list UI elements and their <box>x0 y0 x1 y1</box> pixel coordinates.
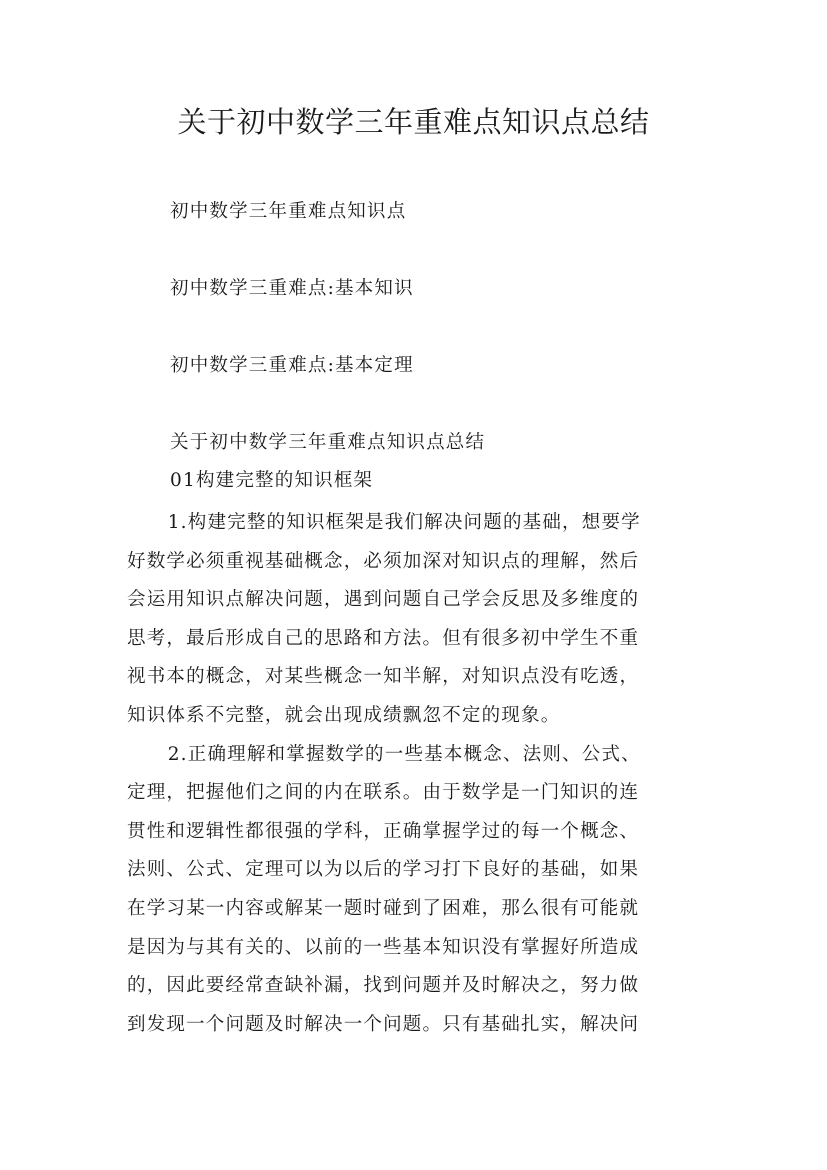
intro-line-1: 初中数学三年重难点知识点 <box>170 201 407 222</box>
paragraph-line: 到发现一个问题及时解决一个问题。只有基础扎实，解决问 <box>127 1013 640 1035</box>
paragraph-line: 思考，最后形成自己的思路和方法。但有很多初中学生不重 <box>127 627 640 649</box>
paragraph-1 <box>127 504 703 736</box>
subsection-heading: 01构建完整的知识框架 <box>170 470 374 491</box>
paragraph-line: 知识体系不完整，就会出现成绩飘忽不定的现象。 <box>127 704 561 726</box>
document-title: 关于初中数学三年重难点知识点总结 <box>177 105 650 139</box>
paragraph-line: 在学习某一内容或解某一题时碰到了困难，那么很有可能就 <box>127 897 640 919</box>
paragraph-line: 好数学必须重视基础概念，必须加深对知识点的理解，然后 <box>127 550 640 572</box>
paragraph-line: 的，因此要经常查缺补漏，找到问题并及时解决之，努力做 <box>127 975 640 997</box>
paragraph-2 <box>127 736 703 1045</box>
paragraph-line: 2.正确理解和掌握数学的一些基本概念、法则、公式、 <box>167 743 641 765</box>
paragraph-line: 视书本的概念，对某些概念一知半解，对知识点没有吃透， <box>127 666 640 688</box>
paragraph-line: 贯性和逻辑性都很强的学科，正确掌握学过的每一个概念、 <box>127 820 640 842</box>
section-heading: 关于初中数学三年重难点知识点总结 <box>170 432 486 453</box>
intro-line-2: 初中数学三重难点:基本知识 <box>170 278 414 299</box>
body-text <box>127 504 703 1044</box>
paragraph-line: 是因为与其有关的、以前的一些基本知识没有掌握好所造成 <box>127 936 640 958</box>
intro-line-3: 初中数学三重难点:基本定理 <box>170 355 414 376</box>
paragraph-line: 定理，把握他们之间的内在联系。由于数学是一门知识的连 <box>127 782 640 804</box>
paragraph-line: 法则、公式、定理可以为以后的学习打下良好的基础，如果 <box>127 859 640 881</box>
paragraph-line: 会运用知识点解决问题，遇到问题自己学会反思及多维度的 <box>127 589 640 611</box>
paragraph-line: 1.构建完整的知识框架是我们解决问题的基础，想要学 <box>167 512 641 533</box>
